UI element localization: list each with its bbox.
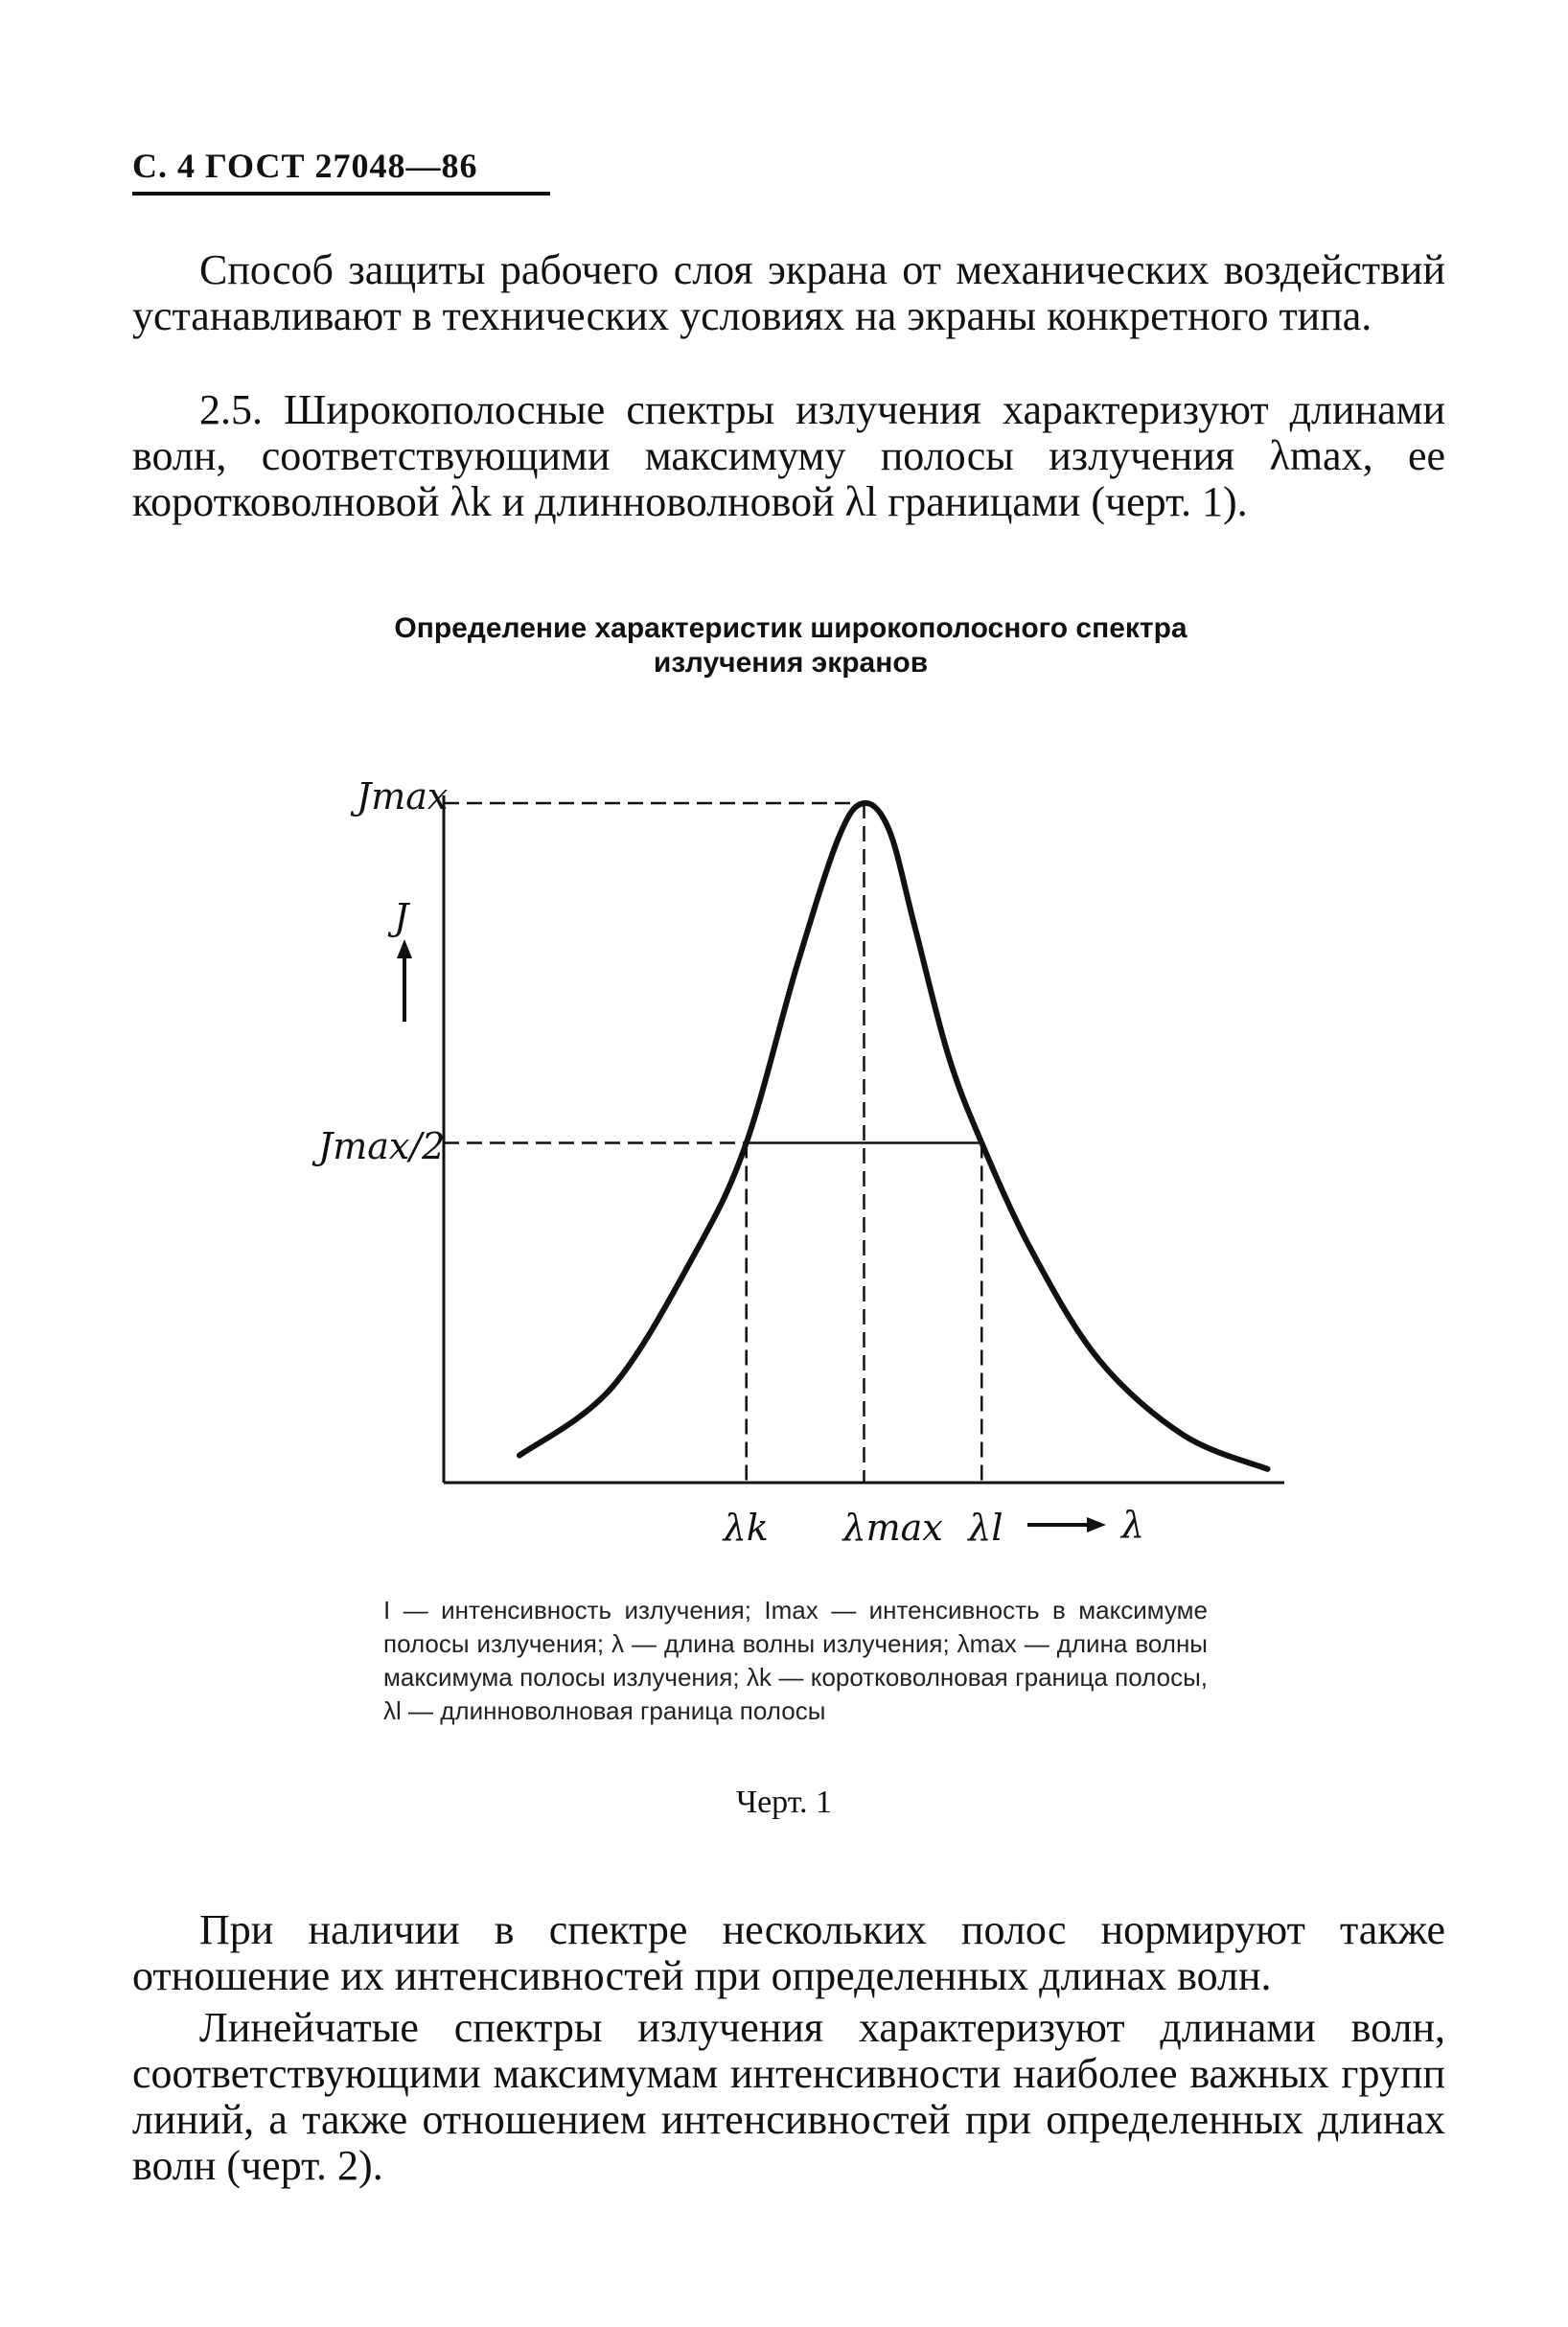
y-tick-label-jmax: Jmax: [357, 775, 449, 818]
paragraph-2-5: 2.5. Широкополосные спектры излучения характеризуют длинами волн, соответствующими максимуму полосы излучения λmax, ее коротковолновой λk и длинноволновой λl границами (черт. 1).: [132, 386, 1445, 525]
x-tick-label-lambda-l: λl: [968, 1507, 1003, 1549]
figure-caption: Черт. 1: [735, 1785, 833, 1820]
x-axis-arrowhead: [1087, 1517, 1106, 1532]
spectrum-curve: [519, 803, 1268, 1469]
figure-title: Определение характеристик широкополосного спектра излучения экранов: [394, 612, 1188, 679]
paragraph-protection-method: Способ защиты рабочего слоя экрана от механических воздействий устанавливают в технических условиях на экраны конкретного типа.: [132, 246, 1445, 339]
figure-legend: I — интенсивность излучения; Imax — интенсивность в максимуме полосы излучения; λ — длина волны излучения; λmax — длина волны максимума полосы излучения; λk — коротковолновая граница полосы, λl — длинноволновая граница полосы: [383, 1596, 1208, 1725]
page-header: С. 4 ГОСТ 27048—86: [132, 147, 478, 185]
x-tick-label-lambda-k: λk: [723, 1507, 769, 1549]
y-axis-arrowhead: [397, 939, 412, 958]
y-tick-label-half: Jmax/2: [318, 1125, 446, 1167]
y-axis-label: J: [394, 896, 409, 938]
paragraph-multiple-bands: При наличии в спектре нескольких полос нормируют также отношение их интенсивностей при определенных длинах волн.: [132, 1906, 1445, 1999]
x-axis-label: λ: [1121, 1504, 1145, 1546]
paragraph-line-spectra: Линейчатые спектры излучения характеризуют длинами волн, соответствующими максимумам интенсивности наиболее важных групп линий, а также отношением интенсивностей при определенных длинах волн (черт. 2).: [132, 2004, 1445, 2189]
x-tick-label-lambda-max: λmax: [842, 1507, 943, 1549]
